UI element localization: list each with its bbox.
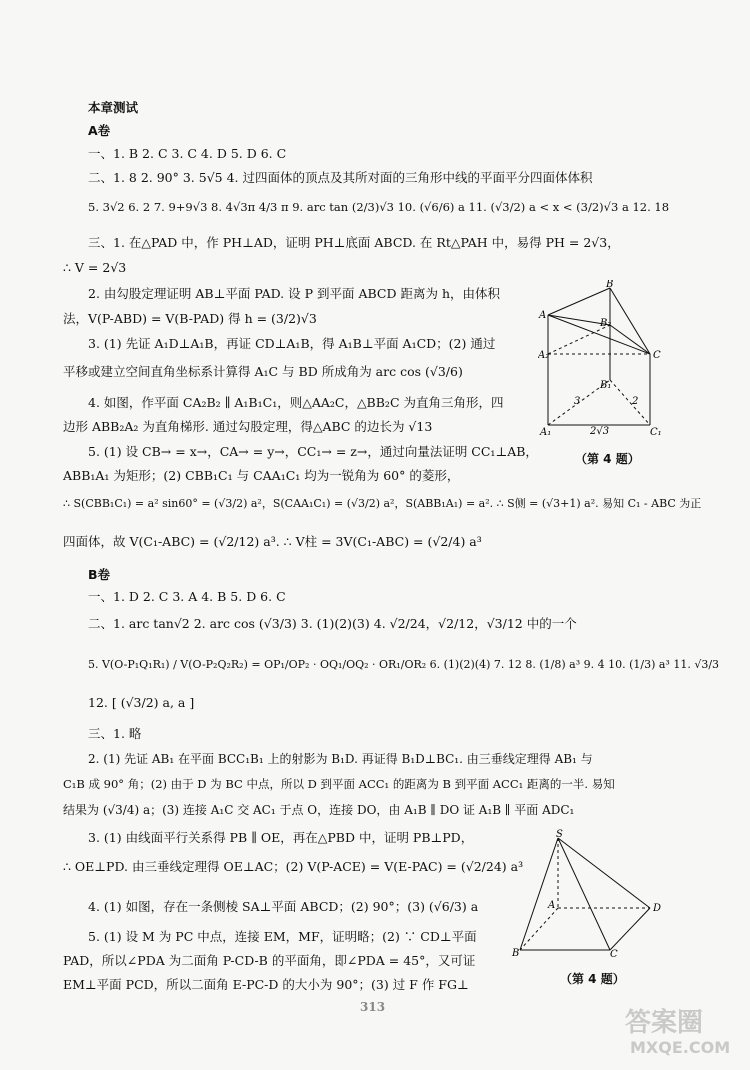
answer-line: PAD，所以∠PDA 为二面角 P-CD-B 的平面角，即∠PDA = 45°，又可证 xyxy=(63,953,476,968)
section-a-title: A卷 xyxy=(88,123,111,138)
answer-line: EM⊥平面 PCD，所以二面角 E-PC-D 的大小为 90°；(3) 过 F 作 FG⊥ xyxy=(63,977,469,992)
label-b2: B₂ xyxy=(600,318,612,329)
label-d: D xyxy=(653,903,662,914)
answer-line: 边形 ABB₂A₂ 为直角梯形. 通过勾股定理，得△ABC 的边长为 √13 xyxy=(63,419,433,434)
answer-line: 一、1. D 2. C 3. A 4. B 5. D 6. C xyxy=(88,589,286,604)
figure-caption: （第 4 题） xyxy=(560,972,625,986)
answer-line: 一、1. B 2. C 3. C 4. D 5. D 6. C xyxy=(88,146,287,161)
edge-ab xyxy=(548,288,610,315)
label-a1: A₁ xyxy=(540,427,552,438)
label-s: S xyxy=(556,829,563,840)
answer-line: 2. (1) 先证 AB₁ 在平面 BCC₁B₁ 上的射影为 B₁D. 再证得 B₁D⊥BC₁. 由三垂线定理得 AB₁ 与 xyxy=(88,752,593,766)
watermark-url: MXQE.COM xyxy=(630,1038,731,1057)
answer-line: 5. 3√2 6. 2 7. 9+9√3 8. 4√3π 4/3 π 9. arc tan (2/3)√3 10. (√6/6) a 11. (√3/2) a < x < (3/2)√3 a 12. 18 xyxy=(88,200,670,214)
edge-ac xyxy=(548,315,650,354)
answer-line: 结果为 (√3/4) a；(3) 连接 A₁C 交 AC₁ 于点 O，连接 DO，由 A₁B ∥ DO 证 A₁B ∥ 平面 ADC₁ xyxy=(63,803,575,817)
prism-figure xyxy=(538,280,678,440)
answer-line: 平移或建立空间直角坐标系计算得 A₁C 与 BD 所成角为 arc cos (√3/6) xyxy=(63,364,463,379)
label-c: C xyxy=(610,949,618,958)
label-len-2root3: 2√3 xyxy=(590,426,610,437)
answer-line: 2. 由勾股定理证明 AB⊥平面 PAD. 设 P 到平面 ABCD 距离为 h，由体积 xyxy=(88,286,500,301)
figure-caption: （第 4 题） xyxy=(575,452,640,466)
answer-line: 三、1. 在△PAD 中，作 PH⊥AD，证明 PH⊥底面 ABCD. 在 Rt△PAH 中，易得 PH = 2√3， xyxy=(88,235,620,250)
edge-sc xyxy=(558,838,610,950)
label-a: A xyxy=(548,900,556,911)
edge-b1c1 xyxy=(610,380,650,425)
section-b-title: B卷 xyxy=(88,567,111,582)
answer-line: ∴ S(CBB₁C₁) = a² sin60° = (√3/2) a²，S(CAA₁C₁) = (√3/2) a²，S(ABB₁A₁) = a². ∴ S侧 = (√3+1) a². 易知 C₁ - ABC 为正 xyxy=(63,497,702,510)
answer-line: 三、1. 略 xyxy=(88,726,142,741)
answer-line: 5. (1) 设 M 为 PC 中点，连接 EM，MF，证明略；(2) ∵ CD⊥平面 xyxy=(88,929,477,944)
label-b1: B₁ xyxy=(600,380,612,391)
edge-sd xyxy=(558,838,650,908)
edge-bc xyxy=(610,288,650,354)
pyramid-figure xyxy=(510,828,670,958)
label-len-3: 3 xyxy=(574,396,581,407)
label-b: B xyxy=(606,280,614,290)
label-c: C xyxy=(653,350,661,361)
answer-line: 3. (1) 由线面平行关系得 PB ∥ OE，再在△PBD 中，证明 PB⊥PD， xyxy=(88,830,474,845)
answer-line: 二、1. arc tan√2 2. arc cos (√3/3) 3. (1)(2)(3) 4. √2/24，√2/12，√3/12 中的一个 xyxy=(88,616,577,631)
answer-line: C₁B 成 90° 角；(2) 由于 D 为 BC 中点，所以 D 到平面 ACC₁ 的距离为 B 到平面 ACC₁ 距离的一半. 易知 xyxy=(63,777,615,791)
edge-a2b2 xyxy=(548,325,610,354)
edge-b2c xyxy=(610,325,650,354)
chapter-test-heading: 本章测试 xyxy=(88,100,139,115)
answer-line: 4. 如图，作平面 CA₂B₂ ∥ A₁B₁C₁，则△AA₂C，△BB₂C 为直角三角形，四 xyxy=(88,395,504,410)
answer-line: 5. (1) 设 CB→ = x→，CA→ = y→，CC₁→ = z→，通过向量法证明 CC₁⊥AB， xyxy=(88,444,538,459)
edge-ab xyxy=(520,908,558,950)
answer-line: 法，V(P-ABD) = V(B-PAD) 得 h = (3/2)√3 xyxy=(63,311,317,326)
answer-line: ∴ V = 2√3 xyxy=(63,260,127,275)
answer-line: 5. V(O-P₁Q₁R₁) / V(O-P₂Q₂R₂) = OP₁/OP₂ · OQ₁/OQ₂ · OR₁/OR₂ 6. (1)(2)(4) 7. 12 8. (1/8) a³ 9. 4 10. (1/3) a³ 11. √3/3 xyxy=(88,658,720,671)
label-a: A xyxy=(539,310,547,321)
label-c1: C₁ xyxy=(650,427,662,438)
edge-sb xyxy=(520,838,558,950)
page-number: 313 xyxy=(360,1000,386,1014)
edge-cd xyxy=(610,908,650,950)
label-a2: A₂ xyxy=(538,350,550,361)
answer-line: 3. (1) 先证 A₁D⊥A₁B，再证 CD⊥A₁B，得 A₁B⊥平面 A₁CD；(2) 通过 xyxy=(88,336,496,351)
answer-line: 四面体，故 V(C₁-ABC) = (√2/12) a³. ∴ V柱 = 3V(C₁-ABC) = (√2/4) a³ xyxy=(63,534,482,549)
answer-line: ABB₁A₁ 为矩形；(2) CBB₁C₁ 与 CAA₁C₁ 均为一锐角为 60° 的菱形， xyxy=(63,468,460,483)
answer-line: 二、1. 8 2. 90° 3. 5√5 4. 过四面体的顶点及其所对面的三角形中线的平面平分四面体体积 xyxy=(88,170,593,185)
answer-line: ∴ OE⊥PD. 由三垂线定理得 OE⊥AC；(2) V(P-ACE) = V(E-PAC) = (√2/24) a³ xyxy=(63,859,524,874)
answer-line: 4. (1) 如图，存在一条侧棱 SA⊥平面 ABCD；(2) 90°；(3) (√6/3) a xyxy=(88,899,479,914)
watermark-logo: 答案圈 xyxy=(625,1008,704,1038)
label-len-2: 2 xyxy=(632,396,639,407)
answer-line: 12. [ (√3/2) a, a ] xyxy=(88,695,195,710)
label-b: B xyxy=(512,948,520,958)
